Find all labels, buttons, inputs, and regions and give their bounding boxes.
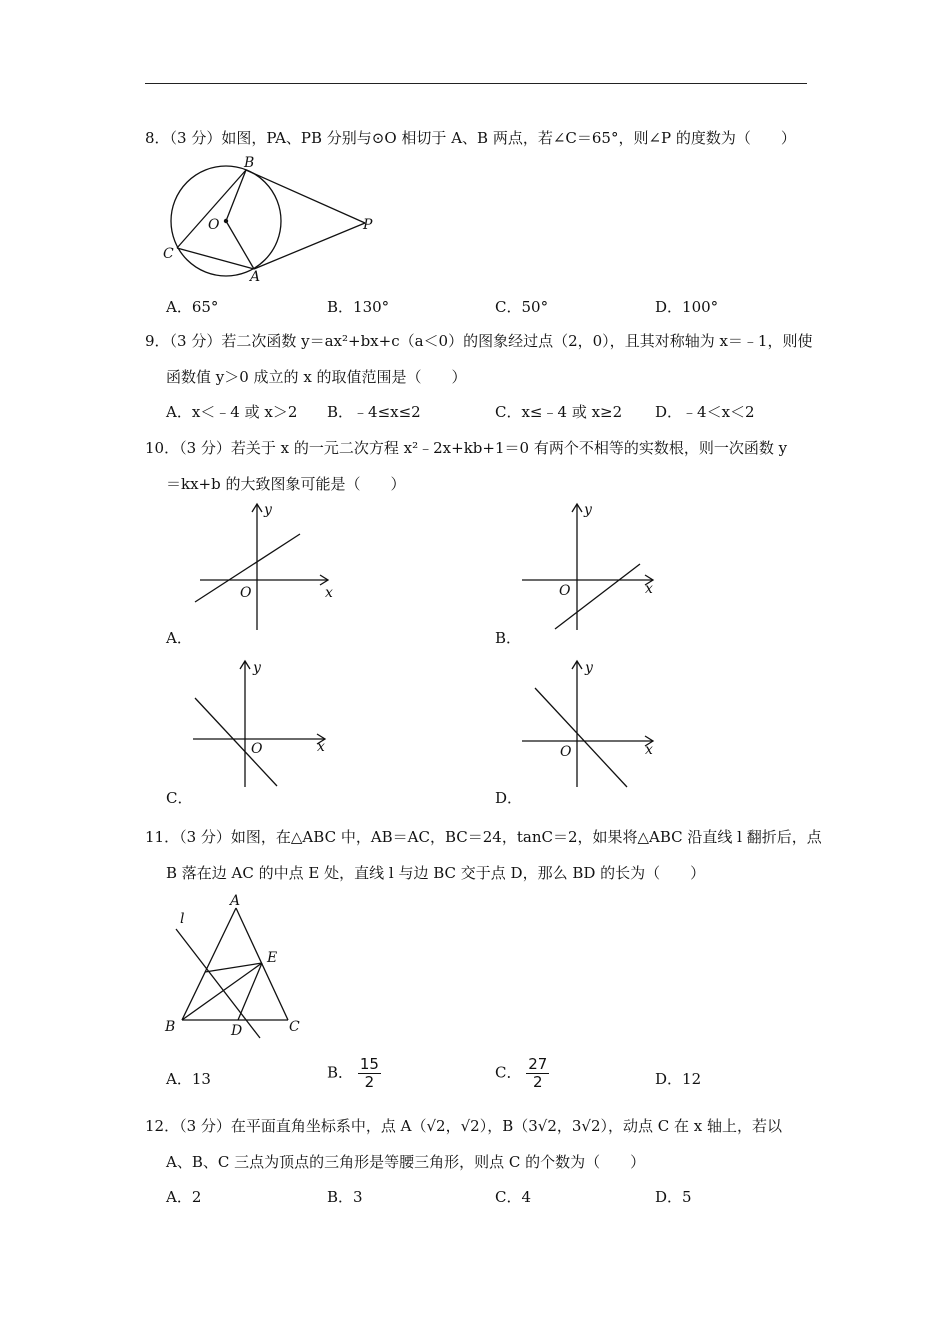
q8-option-b: B．130° (327, 298, 390, 316)
header-rule (145, 83, 807, 84)
q10-option-d: D． (495, 789, 523, 807)
q12-option-c: C．4 (495, 1188, 532, 1206)
q12-stem-line2: A、B、C 三点为顶点的三角形是等腰三角形，则点 C 的个数为（ ） (166, 1153, 646, 1171)
q10-option-b: B． (495, 629, 522, 647)
q11-option-d: D．12 (655, 1070, 702, 1088)
q11-option-c-prefix: C． (495, 1063, 522, 1082)
q10b-origin: O (559, 583, 571, 599)
q8-option-a: A．65° (166, 298, 219, 316)
q10c-origin: O (251, 741, 263, 757)
q11-stem-line1: 11．（3 分）如图，在△ABC 中，AB＝AC，BC＝24，tanC＝2，如果将△ABC 沿直线 l 翻折后，点 (145, 828, 822, 846)
q12-stem-line1: 12．（3 分）在平面直角坐标系中，点 A（√2，√2），B（3√2，3√2），动点 C 在 x 轴上，若以 (145, 1117, 783, 1135)
q10d-x-label: x (645, 742, 653, 758)
q10b-y-label: y (584, 502, 592, 518)
q11-option-b-numerator: 15 (359, 1055, 379, 1073)
q10-stem-line1: 10．（3 分）若关于 x 的一元二次方程 x²﹣2x+kb+1＝0 有两个不相等的实数根，则一次函数 y (145, 439, 788, 457)
q9-stem-line2: 函数值 y＞0 成立的 x 的取值范围是（ ） (166, 368, 467, 386)
q9-stem-line1: 9．（3 分）若二次函数 y＝ax²+bx+c（a＜0）的图象经过点（2，0），且其对称轴为 x＝﹣1，则使 (145, 332, 813, 350)
q11-label-b: B (165, 1019, 176, 1035)
q10-graph-a (190, 498, 340, 633)
q11-stem-line2: B 落在边 AC 的中点 E 处，直线 l 与边 BC 交于点 D，那么 BD 的长为（ ） (166, 864, 706, 882)
q8-label-a: A (250, 269, 261, 285)
q8-option-c: C．50° (495, 298, 549, 316)
q12-option-d: D．5 (655, 1188, 692, 1206)
q11-option-b-denominator: 2 (364, 1073, 375, 1091)
q11-option-a: A．13 (166, 1070, 211, 1088)
q10c-x-label: x (317, 739, 325, 755)
q9-option-c: C．x≤﹣4 或 x≥2 (495, 403, 623, 421)
q8-label-c: C (163, 246, 174, 262)
q11-label-d: D (231, 1023, 243, 1039)
q8-circle-figure (160, 155, 390, 285)
q11-label-c: C (289, 1019, 300, 1035)
q10d-y-label: y (585, 660, 593, 676)
q8-label-b: B (244, 155, 255, 171)
q10-option-c: C． (166, 789, 193, 807)
q8-option-d: D．100° (655, 298, 719, 316)
q11-option-c-fraction (526, 1056, 549, 1091)
q9-option-b: B．﹣4≤x≤2 (327, 403, 421, 421)
q10-graph-b (515, 498, 665, 633)
q10-stem-line2: ＝kx+b 的大致图象可能是（ ） (166, 475, 406, 493)
q11-triangle-figure (160, 888, 310, 1043)
q11-label-l: l (180, 911, 185, 927)
q10b-x-label: x (645, 581, 653, 597)
q10a-x-label: x (325, 585, 333, 601)
q8-stem: 8．（3 分）如图，PA、PB 分别与⊙O 相切于 A、B 两点，若∠C＝65°，则∠P 的度数为（ ） (145, 129, 796, 147)
q8-label-o: O (208, 217, 220, 233)
q11-label-a: A (230, 893, 241, 909)
q10d-origin: O (560, 744, 572, 760)
q11-option-b (327, 1056, 381, 1091)
q11-option-c-denominator: 2 (533, 1073, 543, 1091)
q10-graph-d (515, 655, 665, 790)
q9-option-a: A．x＜﹣4 或 x＞2 (166, 403, 298, 421)
q11-option-c (495, 1056, 549, 1091)
q10a-origin: O (240, 585, 252, 601)
q11-option-b-prefix: B． (327, 1063, 354, 1082)
q9-option-d: D．﹣4＜x＜2 (655, 403, 755, 421)
q12-option-b: B．3 (327, 1188, 363, 1206)
q10a-y-label: y (264, 502, 272, 518)
q11-label-e: E (267, 950, 278, 966)
q8-label-p: P (363, 217, 373, 233)
q10c-y-label: y (253, 660, 261, 676)
q11-option-c-numerator: 27 (528, 1055, 548, 1073)
q12-option-a: A．2 (166, 1188, 202, 1206)
q11-option-b-fraction (358, 1056, 381, 1091)
q10-option-a: A． (166, 629, 192, 647)
q10-graph-c (190, 655, 340, 790)
